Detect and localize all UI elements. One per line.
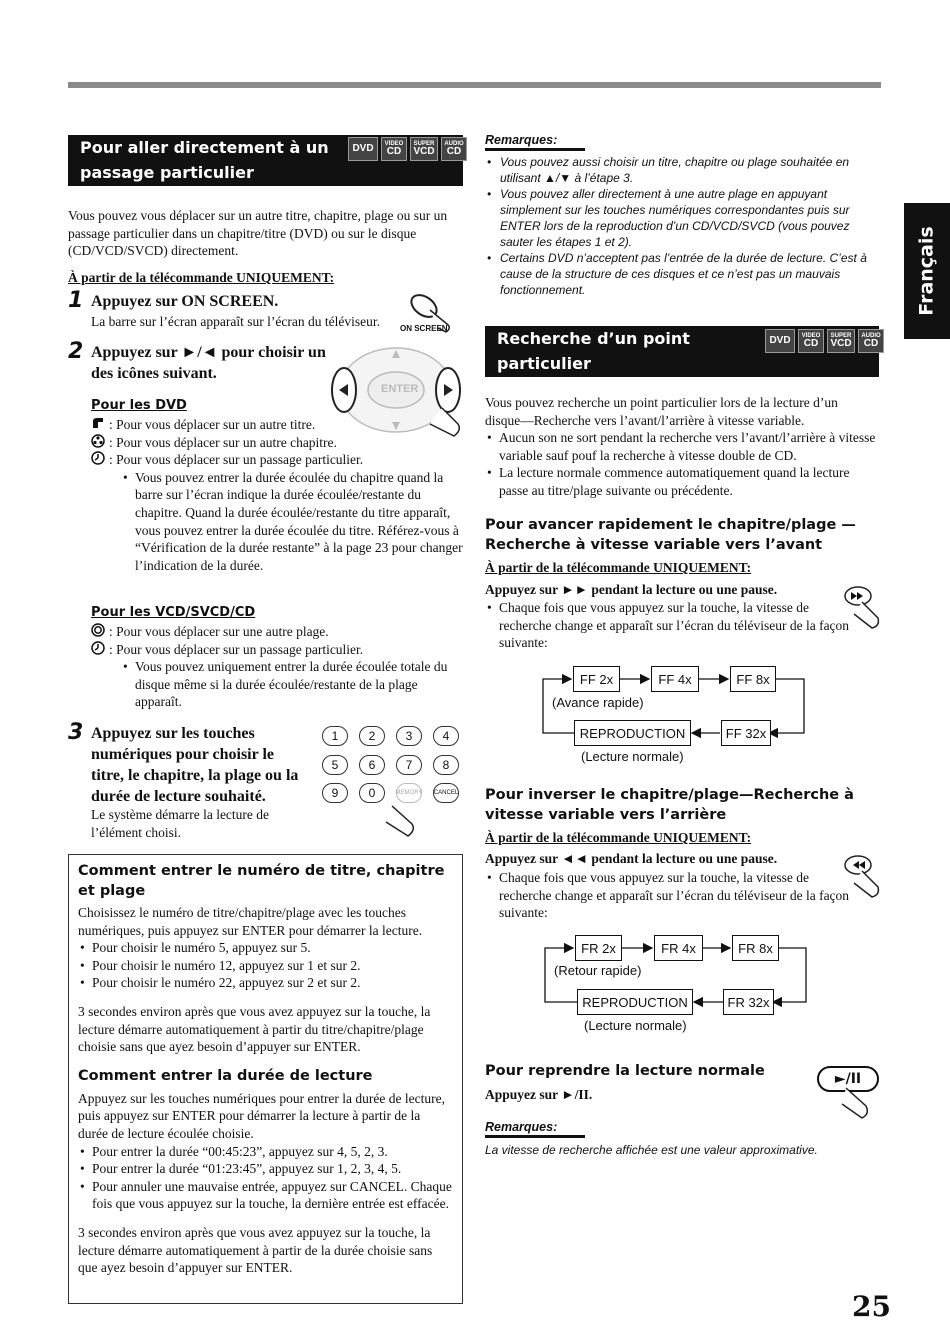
key-5: 5: [322, 755, 348, 775]
badge-cd: AUDIO CD: [441, 137, 467, 161]
box-time-item: • Pour entrer la durée “01:23:45”, appuyez sur 1, 2, 3, 4, 5.: [92, 1160, 453, 1178]
clock-icon: [91, 451, 105, 465]
step-3-text: Le système démarre la lecture de l’élément choisi.: [91, 807, 270, 840]
ff-list: [485, 599, 854, 652]
key-cancel: CANCEL: [433, 783, 459, 803]
key-4: 4: [433, 726, 459, 746]
normal-press: Appuyez sur ►/II.: [485, 1087, 593, 1102]
step-1-text: La barre sur l’écran apparaît sur l’écran du téléviseur.: [91, 314, 380, 329]
fr-rewind-label: (Retour rapide): [554, 963, 642, 978]
fr-play-box: REPRODUCTION: [577, 989, 693, 1015]
ff-note: • Chaque fois que vous appuyez sur la touche, la vitesse de recherche change et apparaît sur l’écran du téléviseur de la façon suivante:: [499, 599, 854, 652]
disc-badges-right: [765, 329, 884, 353]
onscreen-label: ON SCREEN: [400, 324, 448, 333]
key-6: 6: [359, 755, 385, 775]
ff-normal-label: (Lecture normale): [581, 749, 684, 764]
intro-search-list: [485, 429, 877, 499]
info-box: [68, 854, 463, 1304]
play-pause-button-icon: ►/II: [817, 1066, 879, 1092]
dvd-item-title: : Pour vous déplacer sur un autre titre.: [91, 416, 463, 434]
step-3-number: 3: [68, 720, 84, 745]
badge-svcd: SUPER VCD: [827, 329, 855, 353]
fr-4x-box: FR 4x: [654, 935, 703, 961]
key-9: 9: [322, 783, 348, 803]
dvd-item-chapter: : Pour vous déplacer sur un autre chapitre.: [91, 434, 463, 452]
hand-pointer-icon: [382, 802, 422, 842]
intro-search: Vous pouvez recherche un point particulier lors de la lecture d’un disque—Recherche vers l’avant/l’arrière à vitesse variable.: [485, 395, 838, 428]
fr-flow-diagram: [542, 932, 812, 1042]
box-time-item: • Pour annuler une mauvaise entrée, appuyez sur CANCEL. Chaque fois que vous appuyez sur la touche, la dernière entrée est effacée.: [92, 1178, 453, 1213]
search-note: • Aucun son ne sort pendant la recherche vers l’avant/l’arrière à vitesse variable sauf pouf la recherche à vitesse double de CD.: [499, 429, 877, 464]
box-time-item: • Pour entrer la durée “00:45:23”, appuyez sur 4, 5, 2, 3.: [92, 1143, 453, 1161]
remarks-list: [485, 154, 880, 298]
vcd-time-note: • Vous pouvez uniquement entrer la durée écoulée totale du disque même si la durée écoulée/restante de la plage apparaît.: [135, 658, 463, 711]
vcd-subheading: Pour les VCD/SVCD/CD: [91, 605, 256, 620]
fr-2x-box: FR 2x: [575, 935, 622, 961]
step-2-heading: Appuyez sur ►/◄ pour choisir un des icônes suivant.: [91, 344, 326, 382]
ff-flow-diagram: [540, 663, 810, 773]
chapter-icon: [91, 434, 105, 448]
numeric-keypad: [322, 724, 464, 844]
remote-only-label-ff: À partir de la télécommande UNIQUEMENT:: [485, 560, 752, 575]
key-1: 1: [322, 726, 348, 746]
disc-badges-left: [348, 137, 467, 161]
remark-item: • Certains DVD n’acceptent pas l’entrée de la durée de lecture. C’est à cause de la structure de ces disques et ce n’est pas un mauvais fonctionnement.: [500, 250, 880, 298]
remote-only-label-fr: À partir de la télécommande UNIQUEMENT:: [485, 830, 752, 845]
vcd-list: [91, 623, 463, 711]
box-heading-time: Comment entrer la durée de lecture: [78, 1067, 373, 1084]
box-number-item: • Pour choisir le numéro 5, appuyez sur 5.: [92, 939, 453, 957]
remark-item: • Vous pouvez aussi choisir un titre, chapitre ou plage souhaitée en utilisant ▲/▼ à l’étape 3.: [500, 154, 880, 186]
ff-press: Appuyez sur ►► pendant la lecture ou une pause.: [485, 582, 778, 597]
hand-pointer-icon: [840, 1086, 876, 1126]
badge-cd: AUDIO CD: [858, 329, 884, 353]
section-title-search: Recherche d’un point particulier: [485, 326, 879, 377]
dvd-time-note: • Vous pouvez entrer la durée écoulée du chapitre quand la barre sur l’écran indique la durée écoulée/restante du chapitre. Quand la durée écoulée/restante du titre apparaît, vous pouvez entrer la durée écoulée du titre. Référez-vous à “Vérification de la durée restante” à la page 23 pour changer l’indication de la durée.: [135, 469, 463, 575]
fr-list: [485, 869, 854, 922]
page-number: 25: [852, 1290, 891, 1323]
fr-normal-label: (Lecture normale): [584, 1018, 687, 1033]
ff-play-box: REPRODUCTION: [574, 720, 691, 746]
step-1-heading: Appuyez sur ON SCREEN.: [91, 293, 279, 310]
ff-8x-box: FF 8x: [730, 666, 776, 692]
key-0: 0: [359, 783, 385, 803]
box-number-item: • Pour choisir le numéro 22, appuyez sur 2 et sur 2.: [92, 974, 453, 992]
ff-fast-label: (Avance rapide): [552, 695, 644, 710]
normal-heading: Pour reprendre la lecture normale: [485, 1063, 765, 1079]
intro-direct: Vous pouvez vous déplacer sur un autre titre, chapitre, plage ou sur un passage particulier dans un chapitre/titre (DVD) ou sur le disque (CD/VCD/SVCD) directement.: [68, 208, 448, 259]
top-rule: [68, 82, 881, 88]
key-2: 2: [359, 726, 385, 746]
key-3: 3: [396, 726, 422, 746]
badge-vcd: VIDEO CD: [798, 329, 824, 353]
ff-4x-box: FF 4x: [651, 666, 699, 692]
fast-forward-button-icon: [842, 584, 882, 632]
search-note: • La lecture normale commence automatiquement quand la lecture passe au titre/plage suivante ou précédente.: [499, 464, 877, 499]
fr-press: Appuyez sur ◄◄ pendant la lecture ou une pause.: [485, 851, 778, 866]
ff-heading: Pour avancer rapidement le chapitre/plage —Recherche à vitesse variable vers l’avant: [485, 517, 856, 553]
remarks-title-2: Remarques:: [485, 1120, 585, 1138]
section-title-direct: Pour aller directement à un passage particulier: [68, 135, 463, 186]
box-time-intro: Appuyez sur les touches numériques pour entrer la durée de lecture, puis appuyez sur ENTER pour démarrer la lecture à partir de la durée de lecture écoulée choisie.: [78, 1090, 445, 1141]
dvd-subheading: Pour les DVD: [91, 398, 187, 413]
remarks-title: Remarques:: [485, 133, 585, 151]
key-8: 8: [433, 755, 459, 775]
enter-label: ENTER: [381, 383, 419, 395]
badge-dvd: DVD: [765, 329, 795, 353]
step-3-heading: Appuyez sur les touches numériques pour choisir le titre, le chapitre, la plage ou la durée de lecture souhaité.: [91, 725, 299, 805]
ff-32x-box: FF 32x: [721, 720, 771, 746]
box-number-item: • Pour choisir le numéro 12, appuyez sur 1 et sur 2.: [92, 957, 453, 975]
remote-only-label: À partir de la télécommande UNIQUEMENT:: [68, 270, 335, 285]
box-number-intro: Choisissez le numéro de titre/chapitre/plage avec les touches numériques, puis appuyez sur ENTER pour démarrer la lecture.: [78, 905, 423, 938]
badge-vcd: VIDEO CD: [381, 137, 407, 161]
badge-dvd: DVD: [348, 137, 378, 161]
language-tab: Français: [904, 203, 950, 339]
box-time-auto: 3 secondes environ après que vous avez appuyez sur la touche, la lecture démarre automatiquement à partir de la durée choisie sans que ayez besoin d’appuyer sur ENTER.: [78, 1224, 433, 1276]
dvd-item-time: : Pour vous déplacer sur un passage particulier.: [91, 451, 463, 469]
fr-note: • Chaque fois que vous appuyez sur la touche, la vitesse de recherche change et apparaît sur l’écran du téléviseur de la façon suivante:: [499, 869, 854, 922]
remark-item: • Vous pouvez aller directement à une autre plage en appuyant simplement sur les touches numériques correspondantes puis sur ENTER lors de la reproduction d’un CD/VCD/SVCD (vous pouvez sauter les étapes 1 et 2).: [500, 186, 880, 250]
rewind-button-icon: [842, 853, 882, 901]
step-1-number: 1: [68, 288, 84, 313]
step-2-number: 2: [68, 339, 84, 364]
key-memory: MEMORY: [396, 783, 422, 803]
dvd-list: [91, 416, 463, 574]
vcd-item-track: : Pour vous déplacer sur une autre plage.: [91, 623, 463, 641]
fr-32x-box: FR 32x: [723, 989, 774, 1015]
remarks-2-text: La vitesse de recherche affichée est une valeur approximative.: [485, 1143, 818, 1157]
title-icon: [91, 416, 105, 430]
box-number-auto: 3 secondes environ après que vous avez appuyez sur la touche, la lecture démarre automatiquement à partir du titre/chapitre/plage choisie sans que ayez besoin d’appuyer sur ENTER.: [78, 1003, 431, 1055]
vcd-item-time: : Pour vous déplacer sur un passage particulier.: [91, 641, 463, 659]
clock-icon: [91, 641, 105, 655]
box-heading-number: Comment entrer le numéro de titre, chapitre et plage: [78, 863, 445, 899]
fr-8x-box: FR 8x: [732, 935, 779, 961]
key-7: 7: [396, 755, 422, 775]
disc-icon: [91, 623, 105, 637]
ff-2x-box: FF 2x: [573, 666, 620, 692]
badge-svcd: SUPER VCD: [410, 137, 438, 161]
fr-heading: Pour inverser le chapitre/plage—Recherche à vitesse variable vers l’arrière: [485, 787, 854, 823]
